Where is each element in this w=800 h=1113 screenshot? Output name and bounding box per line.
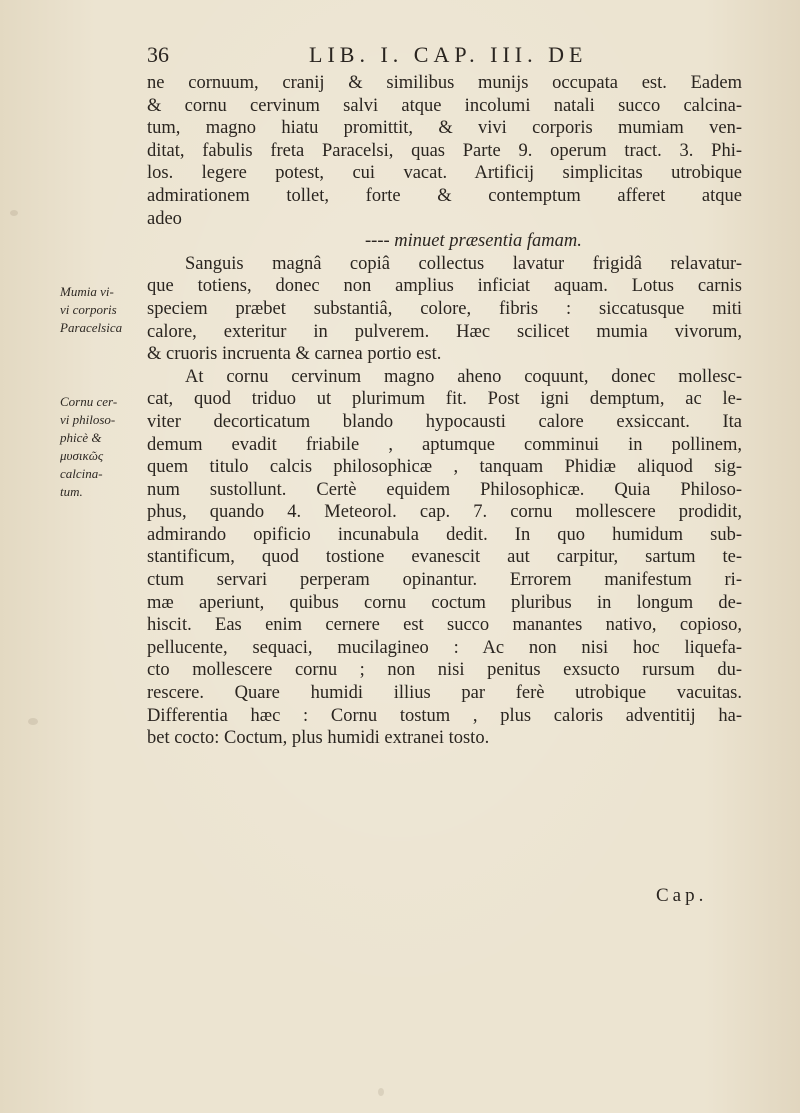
page-header <box>147 42 737 72</box>
text-line: bet cocto: Coctum, plus humidi extranei tosto. <box>147 728 490 749</box>
text-line: ctum servari perperam opinantur. Errorem manifestum ri- <box>147 570 742 591</box>
text-line: mæ aperiunt, quibus cornu coctum pluribus in longum de- <box>147 592 742 613</box>
body-text <box>147 72 742 750</box>
text-line: adeo <box>147 208 182 229</box>
text-line: phus, quando 4. Meteorol. cap. 7. cornu mollescere prodidit, <box>147 502 742 523</box>
margin-note-line: calcina- <box>60 466 103 481</box>
text-line: que totiens, donec non amplius inficiat aquam. Lotus carnis <box>147 276 742 297</box>
paper-stain <box>10 210 18 216</box>
text-line: ditat, fabulis freta Paracelsi, quas Parte 9. operum tract. 3. Phi- <box>147 140 742 161</box>
text-line: cto mollescere cornu ; non nisi penitus exsucto rursum du- <box>147 660 742 681</box>
text-line: viter decorticatum blando hypocausti calore exsiccant. Ita <box>147 411 742 432</box>
text-line: & cruoris incruenta & carnea portio est. <box>147 344 442 365</box>
margin-note-mumia <box>60 283 122 337</box>
catchword: Cap. <box>656 885 708 906</box>
text-line: Sanguis magnâ copiâ collectus lavatur frigidâ relavatur- <box>185 253 742 274</box>
text-line: hiscit. Eas enim cernere est succo manantes nativo, copioso, <box>147 615 742 636</box>
verse-quote: ---- minuet præsentia famam. <box>365 231 582 252</box>
text-line: speciem præbet substantiâ, colore, fibris : siccatusque miti <box>147 298 742 319</box>
text-line: num sustollunt. Certè equidem Philosophicæ. Quia Philoso- <box>147 479 742 500</box>
paper-stain <box>28 718 38 725</box>
text-line: ne cornuum, cranij & similibus munijs occupata est. Eadem <box>147 73 742 93</box>
text-line: pellucente, sequaci, mucilagineo : Ac non nisi hoc liquefa- <box>147 637 742 658</box>
text-line: los. legere potest, cui vacat. Artificij simplicitas utrobique <box>147 163 742 184</box>
text-line: calore, exteritur in pulverem. Hæc scilicet mumia vivorum, <box>147 321 742 342</box>
margin-note-line: tum. <box>60 484 83 499</box>
margin-note-cornu <box>60 393 117 501</box>
paper-stain <box>378 1088 384 1096</box>
text-line: quem titulo calcis philosophicæ , tanquam Phidiæ aliquod sig- <box>147 457 742 478</box>
margin-note-line: Paracelsica <box>60 320 123 335</box>
running-head: LIB. I. CAP. III. DE <box>309 42 588 67</box>
text-line: & cornu cervinum salvi atque incolumi natali succo calcina- <box>147 95 742 116</box>
text-line: At cornu cervinum magno aheno coquunt, donec mollesc- <box>185 366 742 387</box>
text-line: rescere. Quare humidi illius par ferè utrobique vacuitas. <box>147 683 742 704</box>
margin-note-line: phicè & <box>60 430 102 445</box>
page-number: 36 <box>147 42 169 67</box>
text-line: admirando opificio incunabula dedit. In quo humidum sub- <box>147 524 742 545</box>
text-line: Differentia hæc : Cornu tostum , plus caloris adventitij ha- <box>147 705 742 726</box>
margin-note-line: vi philoso- <box>60 412 116 427</box>
margin-note-line: Mumia vi- <box>60 284 114 299</box>
margin-note-line: μυσικῶς <box>60 448 104 463</box>
text-line: tum, magno hiatu promittit, & vivi corporis mumiam ven- <box>147 118 742 139</box>
margin-note-line: vi corporis <box>60 302 117 317</box>
text-line: admirationem tollet, forte & contemptum afferet atque <box>147 185 742 206</box>
text-line: demum evadit friabile , aptumque comminui in pollinem, <box>147 434 742 455</box>
text-line: stantificum, quod tostione evanescit aut carpitur, sartum te- <box>147 547 742 568</box>
text-line: cat, quod triduo ut plurimum fit. Post igni demptum, ac le- <box>147 389 742 410</box>
margin-note-line: Cornu cer- <box>60 394 118 409</box>
